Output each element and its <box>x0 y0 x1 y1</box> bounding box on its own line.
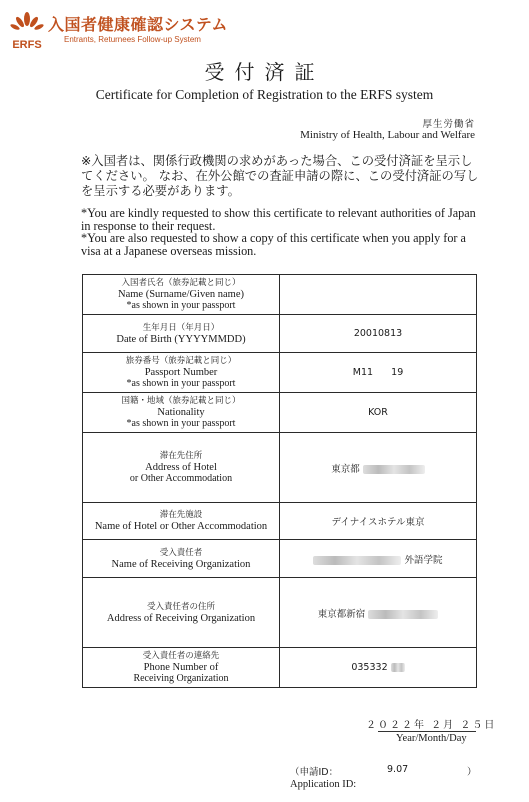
app-id-label-jp: （申請ID： <box>290 767 339 778</box>
table-row <box>83 393 477 433</box>
label-address: 滞在先住所 Address of Hotel or Other Accommodation <box>83 433 280 503</box>
logo-mark-text: ERFS <box>12 39 42 51</box>
value-org-address: 東京都新宿 <box>280 578 477 648</box>
notice-en <box>81 207 481 257</box>
redacted-text <box>313 556 401 565</box>
table-row <box>83 503 477 540</box>
issue-date: ２０２２年 ２月 ２５日 <box>366 720 497 731</box>
table-row <box>83 275 477 315</box>
system-name-en: Entrants, Returnees Follow-up System <box>64 35 201 44</box>
table-row <box>83 648 477 688</box>
table-row <box>83 353 477 393</box>
label-org-name: 受入責任者 Name of Receiving Organization <box>83 540 280 578</box>
label-dob: 生年月日（年月日） Date of Birth (YYYYMMDD) <box>83 315 280 353</box>
table-row <box>83 433 477 503</box>
app-id-close: ） <box>467 767 477 778</box>
notice-jp: ※入国者は、関係行政機関の求めがあった場合、この受付済証を呈示してください。 なお、在外公館での査証申請の際に、この受付済証の写しを呈示する必要があります。 <box>81 154 479 198</box>
label-passport: 旅券番号（旅券記載と同じ） Passport Number *as shown in your passport <box>83 353 280 393</box>
app-id-value: 9.07 <box>387 764 409 775</box>
page-title-en: Certificate for Completion of Registration to the ERFS system <box>95 87 434 102</box>
label-org-phone: 受入責任者の連絡先 Phone Number of Receiving Organization <box>83 648 280 688</box>
value-address: 東京都 <box>280 433 477 503</box>
value-nationality: KOR <box>280 393 477 433</box>
label-hotel: 滞在先施設 Name of Hotel or Other Accommodation <box>83 503 280 540</box>
table-row <box>83 315 477 353</box>
table-row <box>83 540 477 578</box>
value-dob: 20010813 <box>280 315 477 353</box>
value-org-name: 外語学院 <box>280 540 477 578</box>
label-name: 入国者氏名（旅券記載と同じ） Name (Surname/Given name) *as shown in your passport <box>83 275 280 315</box>
erfs-logo-icon <box>6 10 48 54</box>
value-org-phone: 035332 <box>280 648 477 688</box>
date-underline <box>378 731 476 732</box>
registration-table <box>82 274 477 688</box>
notice-en-2: *You are also requested to show a copy of this certificate when you apply for a visa at a Japanese overseas mission. <box>81 231 466 258</box>
system-name-jp: 入国者健康確認システム <box>48 15 228 34</box>
label-nationality: 国籍・地域（旅券記載と同じ） Nationality *as shown in your passport <box>83 393 280 433</box>
notice-en-1: *You are kindly requested to show this certificate to relevant authorities of Japan in response to their request. <box>81 206 476 233</box>
redacted-text <box>368 610 438 619</box>
date-format: Year/Month/Day <box>396 733 467 744</box>
value-name <box>280 275 477 315</box>
redacted-text <box>363 465 425 474</box>
table-row <box>83 578 477 648</box>
value-hotel: デイナイスホテル東京 <box>280 503 477 540</box>
erfs-header <box>4 10 264 54</box>
ministry-name-en: Ministry of Health, Labour and Welfare <box>300 129 475 141</box>
redacted-text <box>391 663 405 672</box>
label-org-address: 受入責任者の住所 Address of Receiving Organization <box>83 578 280 648</box>
app-id-label-en: Application ID: <box>290 779 357 790</box>
page-title-jp: 受付済証 <box>204 60 325 84</box>
value-passport: M11 19 <box>280 353 477 393</box>
ministry-name-jp: 厚生労働省 <box>422 119 475 130</box>
